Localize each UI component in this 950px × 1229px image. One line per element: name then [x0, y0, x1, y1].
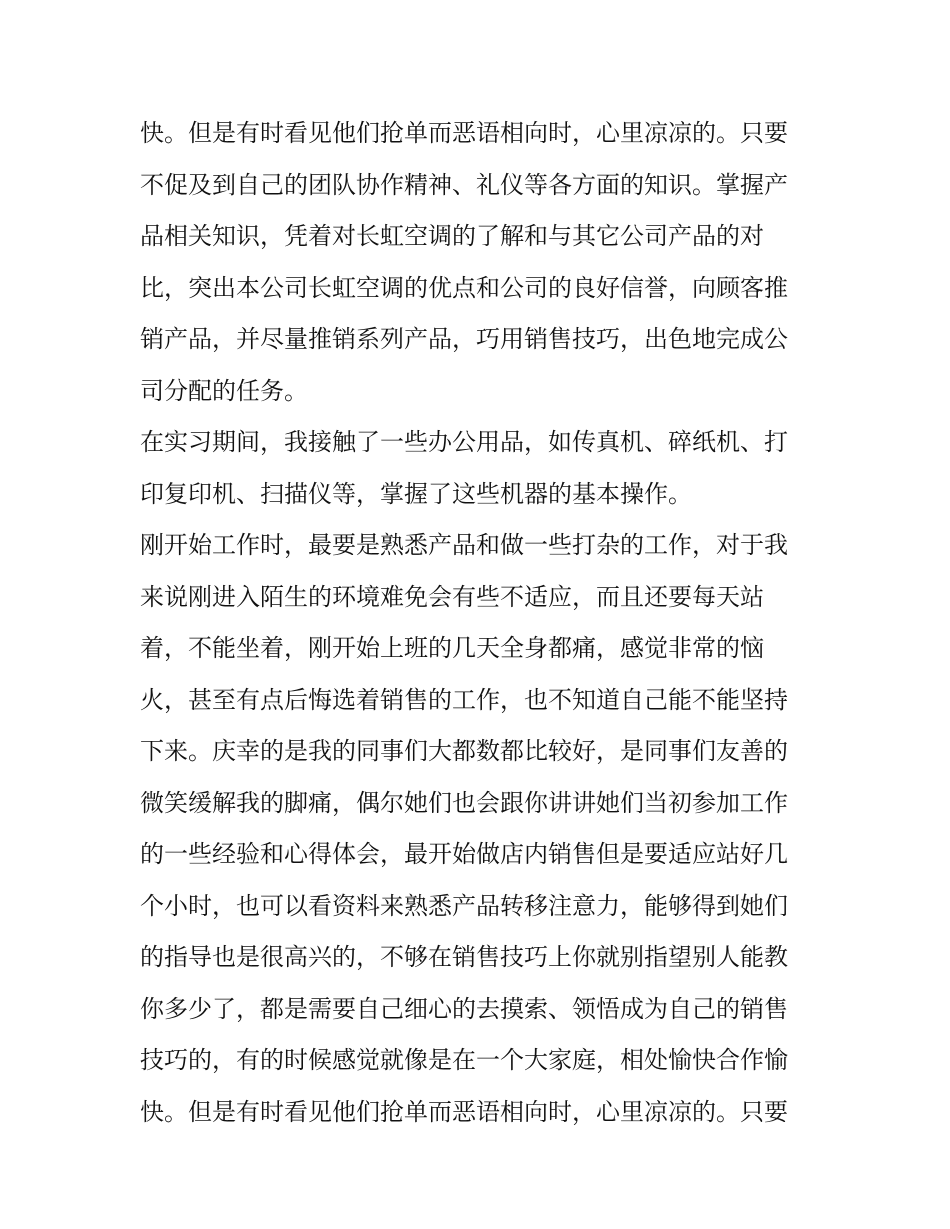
text-line: 的指导也是很高兴的，不够在销售技巧上你就别指望别人能教	[140, 943, 788, 971]
text-line: 的一些经验和心得体会，最开始做店内销售但是要适应站好几	[140, 840, 788, 868]
text-line: 快。但是有时看见他们抢单而恶语相向时，心里凉凉的。只要	[140, 1097, 788, 1126]
text-line: 个小时，也可以看资料来熟悉产品转移注意力，能够得到她们	[140, 891, 788, 920]
text-line: 不促及到自己的团队协作精神、礼仪等各方面的知识。掌握产	[140, 170, 788, 199]
text-line: 微笑缓解我的脚痛，偶尔她们也会跟你讲讲她们当初参加工作	[140, 788, 788, 817]
text-line: 刚开始工作时，最要是熟悉产品和做一些打杂的工作，对于我	[140, 531, 788, 559]
text-line: 销产品，并尽量推销系列产品，巧用销售技巧，出色地完成公	[140, 325, 788, 353]
text-line: 品相关知识，凭着对长虹空调的了解和与其它公司产品的对	[140, 222, 764, 250]
text-line: 来说刚进入陌生的环境难免会有些不适应，而且还要每天站	[140, 582, 764, 611]
text-line: 你多少了，都是需要自己细心的去摸索、领悟成为自己的销售	[140, 994, 788, 1023]
text-line: 比，突出本公司长虹空调的优点和公司的良好信誉，向顾客推	[140, 273, 788, 302]
text-line: 火，甚至有点后悔选着销售的工作，也不知道自己能不能坚持	[140, 685, 788, 714]
text-line: 着，不能坐着，刚开始上班的几天全身都痛，感觉非常的恼	[140, 634, 764, 662]
text-line: 司分配的任务。	[140, 376, 308, 405]
text-line: 技巧的，有的时候感觉就像是在一个大家庭，相处愉快合作愉	[140, 1046, 788, 1074]
text-line: 在实习期间，我接触了一些办公用品，如传真机、碎纸机、打	[140, 428, 788, 456]
text-line: 印复印机、扫描仪等，掌握了这些机器的基本操作。	[140, 479, 692, 508]
text-line: 快。但是有时看见他们抢单而恶语相向时，心里凉凉的。只要	[140, 119, 788, 147]
document-body	[140, 108, 830, 1138]
text-line: 下来。庆幸的是我的同事们大都数都比较好，是同事们友善的	[140, 737, 788, 765]
